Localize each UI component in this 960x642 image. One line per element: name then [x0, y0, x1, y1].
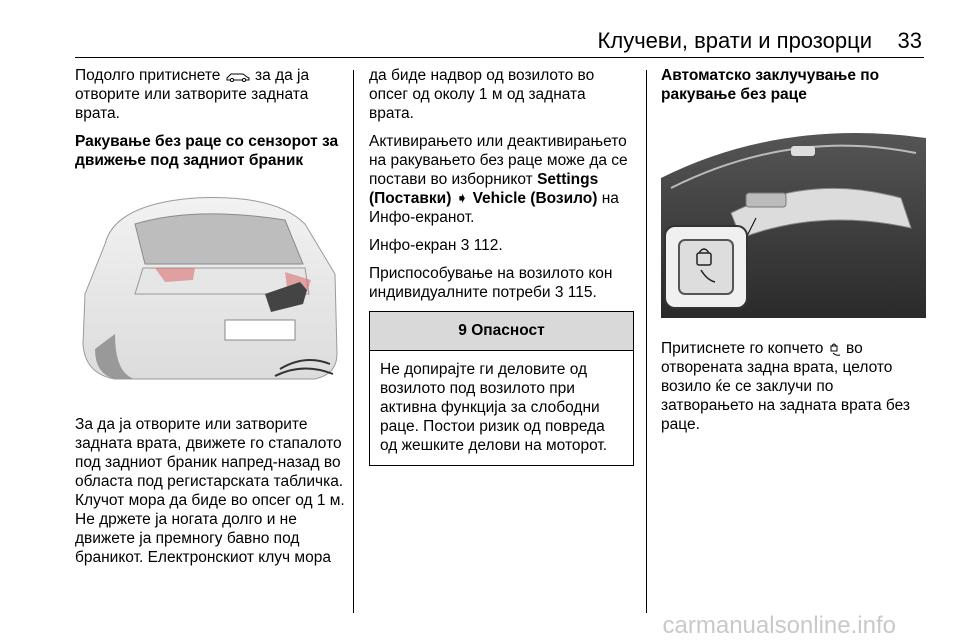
text: за да ја отворите или затворите задната врата.	[75, 67, 310, 122]
section-heading-handsfree: Ракување без раце со сензорот за движење под задниот браник	[75, 133, 339, 169]
text: во отворената задна врата, целото возило ќе се заклучи по затворањето на задната врата без раце.	[661, 340, 910, 433]
header-divider	[75, 57, 924, 58]
section-heading-autolock: Автоматско заклучување по ракување без раце	[661, 67, 880, 103]
menu-settings: Settings (Поставки)	[369, 171, 599, 207]
page-number: 33	[897, 28, 922, 53]
paragraph-handsfree-instructions: За да ја отворите или затворите задната врата, движете го стапалото под задниот браник напред-назад во областа под регистарската табличка. Клучот мора да биде во опсег од 1 м. Не држете ја ногата долго и не движете ја премногу бавно под браникот. Електронскиот клуч мора	[75, 416, 345, 566]
lock-foot-icon	[828, 341, 842, 357]
text: на Инфо-екранот.	[369, 190, 619, 226]
paragraph-activation	[369, 132, 634, 227]
column-2	[369, 66, 634, 466]
column-1	[75, 66, 347, 576]
text: Подолго притиснете	[75, 67, 221, 84]
text: Инфо-екран	[369, 237, 457, 254]
page-header	[0, 0, 960, 58]
paragraph-key-press	[75, 66, 347, 123]
arrow-right-icon: ➧	[455, 190, 469, 207]
column-divider-2	[646, 70, 647, 613]
text: Приспособување на возилото кон индивидуалните потреби	[369, 265, 613, 301]
watermark: carmanualsonline.info	[662, 612, 896, 639]
chapter-title: Клучеви, врати и прозорци	[597, 28, 872, 53]
text: Активирањето или деактивирањето на ракувањето без раце може да се постави во изборникот	[369, 133, 628, 188]
menu-vehicle: Vehicle (Возило)	[472, 190, 598, 207]
text: Притиснете го копчето	[661, 340, 824, 357]
danger-box	[369, 311, 634, 466]
car-rear-illustration	[75, 184, 347, 399]
paragraph-personalization-ref	[369, 264, 634, 302]
column-divider-1	[353, 70, 354, 613]
column-3	[661, 66, 926, 443]
paragraph-infodisplay-ref	[369, 236, 634, 255]
page-reference: 3 115.	[554, 284, 597, 301]
page-reference: 3 112.	[460, 237, 503, 254]
danger-title: 9 Опасност	[370, 312, 633, 351]
paragraph-range: да биде надвор од возилото во опсег од околу 1 м од задната врата.	[369, 67, 595, 122]
car-key-icon	[225, 70, 251, 82]
tailgate-button-illustration	[661, 118, 926, 323]
danger-text: Не допирајте ги деловите од возилото под возилото при активна функција за слободни раце. Постои ризик од повреда од жешките делови на моторот.	[380, 361, 608, 454]
paragraph-autolock-instructions	[661, 339, 926, 434]
